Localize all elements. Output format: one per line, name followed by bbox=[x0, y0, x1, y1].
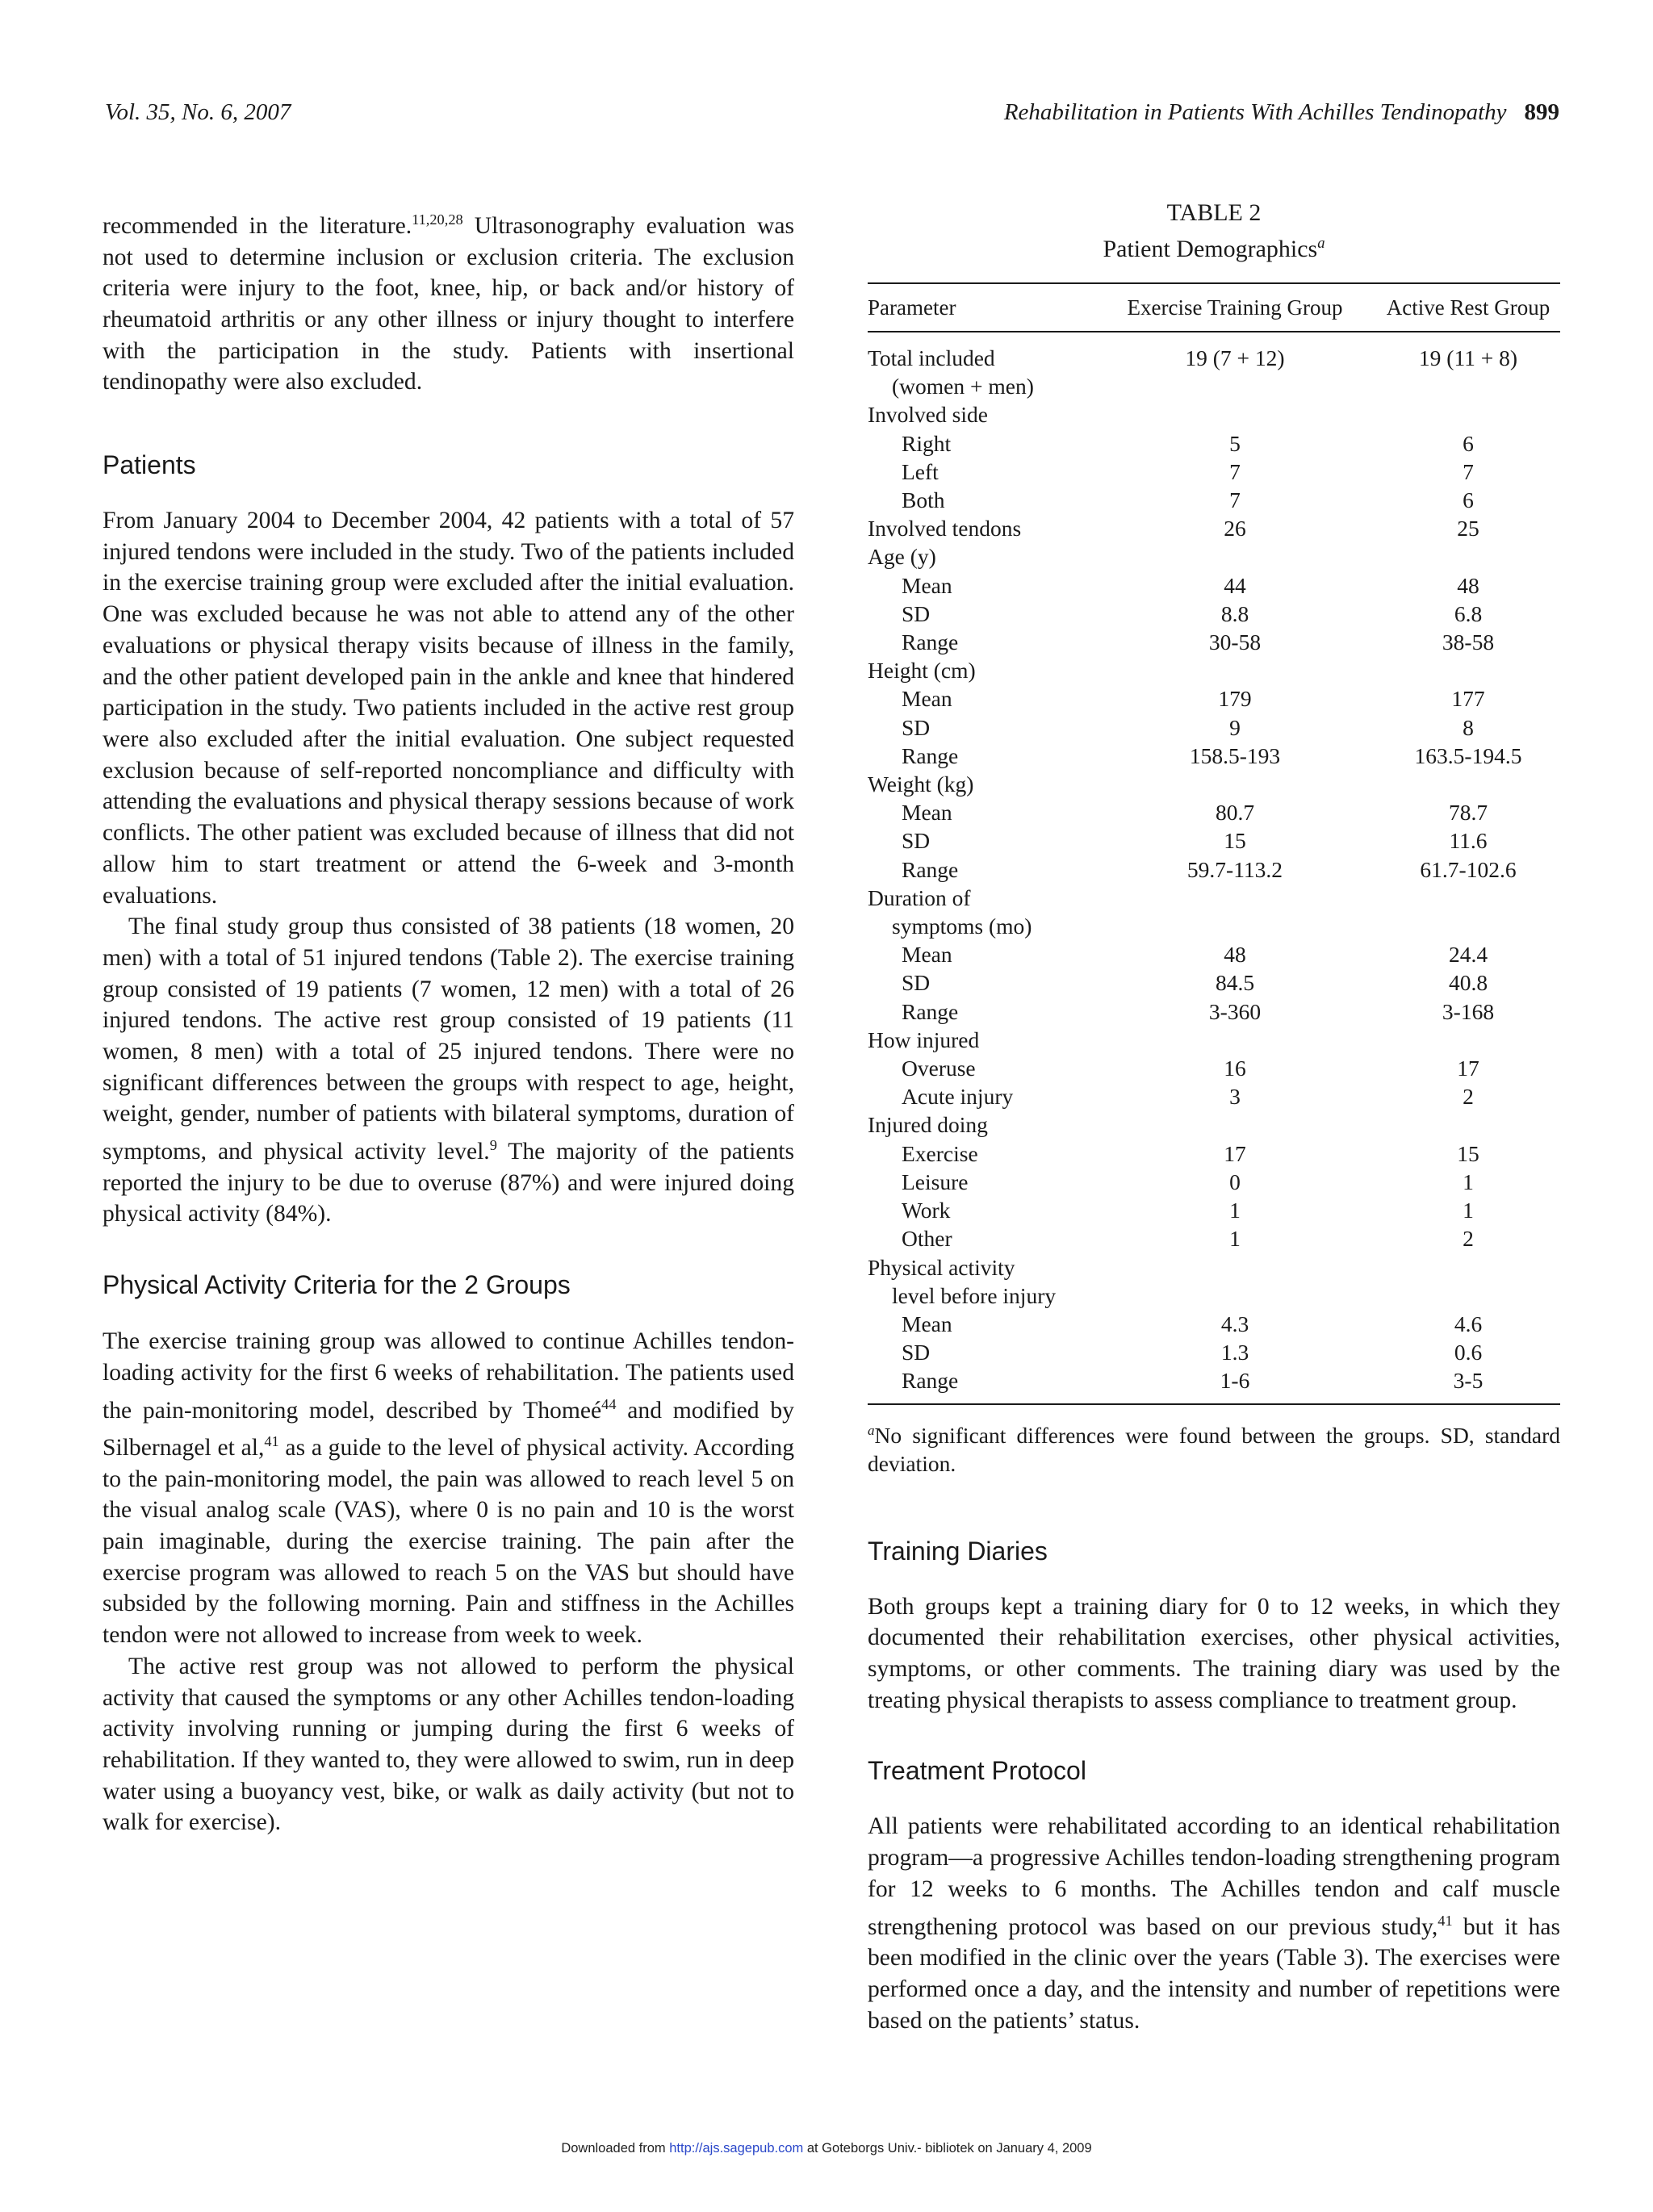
table-cell-parameter: SD bbox=[902, 828, 931, 854]
table-row bbox=[868, 372, 1560, 400]
table-cell-parameter: Exercise bbox=[902, 1140, 978, 1166]
table-row bbox=[868, 344, 1560, 372]
table-note-mark: a bbox=[1317, 235, 1325, 252]
paragraph-exclusion-criteria: recommended in the literature.$^{11,20,28}$ Ultrasonography evaluation was not used to determine inclusion or exclusion criteria. The exclusion criteria were injury to the foot, knee, hip, or back and/or history of rheumatoid arthritis or any other illness or injury thought to interfere with the participation in the study. Patients with insertional tendinopathy were also excluded. bbox=[103, 211, 794, 395]
table-cell-active-rest bbox=[1376, 770, 1560, 798]
table-cell-active-rest: 177 bbox=[1451, 686, 1485, 712]
heading-physical-activity-criteria: Physical Activity Criteria for the 2 Groups bbox=[103, 1270, 571, 1300]
table-row bbox=[868, 486, 1560, 514]
table-cell-exercise-training: 7 bbox=[1229, 487, 1241, 513]
table-cell-active-rest: 40.8 bbox=[1448, 970, 1488, 996]
table-cell-active-rest bbox=[1376, 1110, 1560, 1139]
paragraph-training-diaries: Both groups kept a training diary for 0 to 12 weeks, in which they documented their rehabilitation exercises, other physical activities, symptoms, or other comments. The training diary was used by the treating physical therapists to assess compliance to treatment group. bbox=[868, 1593, 1560, 1713]
citation-superscript: 9 bbox=[489, 1137, 497, 1154]
table-cell-exercise-training bbox=[1094, 400, 1376, 429]
table-cell-active-rest: 2 bbox=[1463, 1084, 1474, 1110]
table-cell-exercise-training: 26 bbox=[1224, 516, 1246, 542]
table-row bbox=[868, 656, 1560, 684]
table-row bbox=[868, 542, 1560, 571]
table-cell-exercise-training: 19 (7 + 12) bbox=[1185, 345, 1285, 370]
table-cell-parameter: Work bbox=[902, 1198, 951, 1223]
table-cell-parameter: Range bbox=[902, 856, 959, 882]
table-cell-active-rest bbox=[1376, 400, 1560, 429]
table-cell-parameter: Weight (kg) bbox=[868, 771, 974, 797]
table-cell-parameter: Mean bbox=[902, 942, 952, 968]
table-row bbox=[868, 770, 1560, 798]
table-cell-parameter: Range bbox=[902, 998, 959, 1024]
table-cell-active-rest bbox=[1376, 1253, 1560, 1282]
table-cell-exercise-training: 8.8 bbox=[1220, 600, 1249, 626]
table-cell-exercise-training: 0 bbox=[1229, 1169, 1241, 1194]
table-row bbox=[868, 1310, 1560, 1338]
table-cell-parameter: Involved tendons bbox=[868, 516, 1022, 542]
table-cell-active-rest bbox=[1376, 1282, 1560, 1310]
table-row bbox=[868, 997, 1560, 1026]
table-title: Patient Demographics$^a$ bbox=[1103, 235, 1325, 262]
table-row bbox=[868, 884, 1560, 912]
table-cell-active-rest bbox=[1376, 884, 1560, 912]
table-cell-active-rest: 6 bbox=[1463, 430, 1474, 456]
table-cell-exercise-training: 7 bbox=[1229, 458, 1241, 484]
table-row bbox=[868, 1366, 1560, 1395]
table-row bbox=[868, 628, 1560, 656]
table-row bbox=[868, 742, 1560, 770]
table-row bbox=[868, 1026, 1560, 1054]
table-cell-exercise-training: 44 bbox=[1224, 572, 1246, 598]
table-cell-exercise-training: 1.3 bbox=[1220, 1340, 1249, 1365]
table-cell-active-rest: 7 bbox=[1463, 458, 1474, 484]
table-cell-exercise-training bbox=[1094, 770, 1376, 798]
running-header bbox=[1004, 99, 1559, 126]
table-cell-parameter: Mean bbox=[902, 1311, 952, 1336]
table-row bbox=[868, 826, 1560, 855]
table-row bbox=[868, 1338, 1560, 1366]
table-cell-exercise-training: 4.3 bbox=[1220, 1311, 1249, 1336]
citation-superscript: 41 bbox=[264, 1433, 279, 1450]
table-cell-parameter: Total included bbox=[868, 345, 995, 370]
table-cell-active-rest: 24.4 bbox=[1448, 942, 1488, 968]
column-header-active-rest: Active Rest Group bbox=[1386, 295, 1550, 320]
download-source-link[interactable]: http://ajs.sagepub.com bbox=[669, 2141, 804, 2156]
table-cell-active-rest bbox=[1376, 1026, 1560, 1054]
table-row bbox=[868, 600, 1560, 628]
table-cell-exercise-training bbox=[1094, 372, 1376, 400]
table-cell-parameter: SD bbox=[902, 600, 931, 626]
download-footer bbox=[0, 2141, 1653, 2156]
table-cell-exercise-training bbox=[1094, 1110, 1376, 1139]
table-cell-parameter: Mean bbox=[902, 572, 952, 598]
download-suffix: at Goteborgs Univ.- bibliotek on January 4, 2009 bbox=[803, 2141, 1092, 2156]
table-cell-active-rest: 3-5 bbox=[1453, 1368, 1484, 1394]
table-row bbox=[868, 912, 1560, 940]
table-cell-exercise-training bbox=[1094, 1282, 1376, 1310]
table-row bbox=[868, 458, 1560, 486]
table-cell-active-rest bbox=[1376, 912, 1560, 940]
table-row bbox=[868, 1168, 1560, 1196]
table-cell-parameter: Other bbox=[902, 1226, 952, 1252]
table-cell-parameter: SD bbox=[902, 714, 931, 740]
table-cell-exercise-training: 5 bbox=[1229, 430, 1241, 456]
table-cell-parameter: Overuse bbox=[902, 1056, 976, 1081]
table-header-row bbox=[868, 284, 1560, 331]
table-cell-exercise-training bbox=[1094, 912, 1376, 940]
footnote-mark: a bbox=[868, 1422, 875, 1438]
table-cell-active-rest: 19 (11 + 8) bbox=[1418, 345, 1518, 370]
table-cell-parameter: Height (cm) bbox=[868, 658, 976, 684]
table-cell-active-rest: 15 bbox=[1457, 1140, 1479, 1166]
table-cell-active-rest: 2 bbox=[1463, 1226, 1474, 1252]
column-header-parameter: Parameter bbox=[868, 295, 956, 320]
table-cell-active-rest: 1 bbox=[1463, 1169, 1474, 1194]
table-cell-parameter: Right bbox=[902, 430, 952, 456]
left-column bbox=[103, 204, 794, 1838]
paragraph-exercise-training-group: The exercise training group was allowed to continue Achilles tendon-loading activity for the first 6 weeks of rehabilitation. The patients used the pain-monitoring model, described by Thomeé$^{44}$ and modified by Silbernagel et al,$^{41}$ as a guide to the level of physical activity. According to the pain-monitoring model, the pain was allowed to reach level 5 on the visual analog scale (VAS), where 0 is no pain and 10 is the worst pain imaginable, during the exercise training. The pain after the exercise program was allowed to reach 5 on the VAS but should have subsided by the following morning. Pain and stiffness in the Achilles tendon were not allowed to increase from week to week. bbox=[103, 1328, 795, 1649]
heading-training-diaries: Training Diaries bbox=[868, 1536, 1048, 1566]
table-cell-active-rest: 6.8 bbox=[1454, 600, 1483, 626]
table-cell-parameter: SD bbox=[902, 970, 931, 996]
table-cell-exercise-training: 17 bbox=[1224, 1140, 1246, 1166]
table-cell-exercise-training: 48 bbox=[1224, 942, 1246, 968]
table-cell-parameter: symptoms (mo) bbox=[892, 914, 1032, 939]
table-cell-parameter: Duration of bbox=[868, 884, 971, 910]
table-cell-active-rest: 0.6 bbox=[1454, 1340, 1483, 1365]
table-footnote: $^a$No significant differences were found between the groups. SD, standard deviation. bbox=[868, 1422, 1560, 1476]
table-cell-exercise-training: 80.7 bbox=[1215, 800, 1255, 826]
table-cell-exercise-training bbox=[1094, 656, 1376, 684]
table-cell-exercise-training bbox=[1094, 1253, 1376, 1282]
table-cell-parameter: Leisure bbox=[902, 1169, 969, 1194]
table-cell-active-rest: 61.7-102.6 bbox=[1420, 856, 1517, 882]
table-cell-active-rest: 163.5-194.5 bbox=[1414, 742, 1522, 768]
table-cell-exercise-training bbox=[1094, 1026, 1376, 1054]
table-row bbox=[868, 940, 1560, 968]
table-cell-exercise-training: 1-6 bbox=[1220, 1368, 1250, 1394]
table-row bbox=[868, 684, 1560, 713]
table-row bbox=[868, 400, 1560, 429]
table-label: TABLE 2 bbox=[1166, 199, 1262, 226]
table-cell-active-rest bbox=[1376, 372, 1560, 400]
page-number: 899 bbox=[1524, 99, 1559, 125]
table-cell-parameter: How injured bbox=[868, 1027, 980, 1052]
table-cell-exercise-training: 30-58 bbox=[1208, 629, 1262, 655]
paragraph-patients-recruitment: From January 2004 to December 2004, 42 patients with a total of 57 injured tendons were included in the study. Two of the patients included in the exercise training group were excluded after the initial evaluation. One was excluded because he was not able to attend any of the other evaluations or physical therapy visits because of illness in the family, and the other patient developed pain in the ankle and knee that hindered participation in the study. Two patients included in the active rest group were also excluded after the initial evaluation. One subject requested exclusion because of self-reported noncompliance and difficulty with attending the evaluations and physical therapy sessions because of work conflicts. The other patient was excluded because of illness that did not allow him to start treatment or attend the 6-week and 3-month evaluations. bbox=[103, 508, 794, 909]
table-cell-active-rest: 17 bbox=[1457, 1056, 1479, 1081]
heading-patients: Patients bbox=[103, 450, 196, 480]
table-cell-parameter: Mean bbox=[902, 686, 952, 712]
table-row bbox=[868, 713, 1560, 742]
table-cell-parameter: Involved side bbox=[868, 402, 988, 428]
table-row bbox=[868, 514, 1560, 542]
table-row bbox=[868, 1110, 1560, 1139]
table-cell-active-rest: 6 bbox=[1463, 487, 1474, 513]
table-cell-exercise-training bbox=[1094, 542, 1376, 571]
table-cell-active-rest: 4.6 bbox=[1454, 1311, 1483, 1336]
table-row bbox=[868, 1082, 1560, 1110]
table-cell-active-rest bbox=[1376, 542, 1560, 571]
table-cell-exercise-training: 84.5 bbox=[1215, 970, 1255, 996]
citation-superscript: 41 bbox=[1437, 1912, 1453, 1929]
column-header-exercise-training: Exercise Training Group bbox=[1127, 295, 1343, 320]
table-cell-active-rest: 78.7 bbox=[1448, 800, 1488, 826]
table-cell-parameter: Acute injury bbox=[902, 1084, 1014, 1110]
table-cell-parameter: level before injury bbox=[892, 1282, 1057, 1308]
table-row bbox=[868, 1054, 1560, 1082]
table-cell-parameter: Injured doing bbox=[868, 1112, 988, 1138]
table-cell-parameter: Left bbox=[902, 458, 939, 484]
paragraph-treatment-protocol: All patients were rehabilitated according to an identical rehabilitation program—a progressive Achilles tendon-loading strengthening program for 12 weeks to 6 months. The Achilles tendon and calf muscle strengthening protocol was based on our previous study,$^{41}$ but it has been modified in the clinic over the years (Table 3). The exercises were performed once a day, and the intensity and number of repetitions were based on the patients’ status. bbox=[868, 1813, 1560, 2034]
table-cell-active-rest: 25 bbox=[1457, 516, 1479, 542]
table-cell-exercise-training: 3 bbox=[1229, 1084, 1241, 1110]
running-title: Rehabilitation in Patients With Achilles Tendinopathy bbox=[1003, 99, 1507, 125]
table-cell-active-rest: 3-168 bbox=[1442, 998, 1495, 1024]
table-cell-exercise-training: 179 bbox=[1218, 686, 1252, 712]
table-cell-active-rest: 38-58 bbox=[1442, 629, 1495, 655]
table-cell-parameter: (women + men) bbox=[892, 374, 1034, 399]
table-cell-exercise-training: 3-360 bbox=[1208, 998, 1262, 1024]
table-cell-exercise-training: 1 bbox=[1229, 1198, 1241, 1223]
table-row bbox=[868, 1139, 1560, 1168]
table-cell-active-rest: 1 bbox=[1463, 1198, 1474, 1223]
table-row bbox=[868, 429, 1560, 458]
paragraph-active-rest-group: The active rest group was not allowed to perform the physical activity that caused the symptoms or any other Achilles tendon-loading activity involving running or jumping during the first 6 weeks of rehabilitation. If they wanted to, they were allowed to swim, run in deep water using a buoyancy vest, bike, or walk as daily activity (but not to walk for exercise). bbox=[103, 1653, 794, 1836]
table-cell-active-rest: 8 bbox=[1463, 714, 1474, 740]
table-cell-exercise-training: 9 bbox=[1229, 714, 1241, 740]
table-2 bbox=[868, 198, 1560, 1478]
table-body bbox=[868, 332, 1560, 1395]
table-cell-exercise-training: 16 bbox=[1224, 1056, 1246, 1081]
table-row bbox=[868, 571, 1560, 600]
table-row bbox=[868, 968, 1560, 997]
table-cell-parameter: Age (y) bbox=[868, 544, 936, 570]
table-cell-parameter: Range bbox=[902, 1368, 959, 1394]
table-cell-parameter: Mean bbox=[902, 800, 952, 826]
table-row bbox=[868, 1196, 1560, 1224]
table-cell-exercise-training: 59.7-113.2 bbox=[1186, 856, 1283, 882]
table-cell-exercise-training: 158.5-193 bbox=[1189, 742, 1281, 768]
right-column bbox=[868, 198, 1560, 2036]
table-cell-parameter: Range bbox=[902, 742, 959, 768]
table-cell-exercise-training bbox=[1094, 884, 1376, 912]
table-rule bbox=[868, 1403, 1560, 1405]
citation-superscript: 11,20,28 bbox=[412, 211, 463, 228]
heading-treatment-protocol: Treatment Protocol bbox=[868, 1756, 1086, 1786]
table-cell-exercise-training: 1 bbox=[1229, 1226, 1241, 1252]
table-row bbox=[868, 855, 1560, 884]
table-cell-parameter: Physical activity bbox=[868, 1254, 1015, 1280]
table-cell-parameter: Range bbox=[902, 629, 959, 655]
table-cell-exercise-training: 15 bbox=[1224, 828, 1246, 854]
table-cell-parameter: Both bbox=[902, 487, 945, 513]
citation-superscript: 44 bbox=[601, 1395, 617, 1412]
table-cell-parameter: SD bbox=[902, 1340, 931, 1365]
download-prefix: Downloaded from bbox=[561, 2141, 670, 2156]
table-row bbox=[868, 1253, 1560, 1282]
table-row bbox=[868, 1282, 1560, 1310]
table-row bbox=[868, 798, 1560, 826]
paragraph-final-study-group: The final study group thus consisted of 38 patients (18 women, 20 men) with a total of 51 injured tendons (Table 2). The exercise training group consisted of 19 patients (7 women, 12 men) with a total of 26 injured tendons. The active rest group consisted of 19 patients (11 women, 8 men) with a total of 25 injured tendons. There were no significant differences between the groups with respect to age, height, weight, gender, number of patients with bilateral symptoms, duration of symptoms, and physical activity level.$^9$ The majority of the patients reported the injury to be due to overuse (87%) and were injured doing physical activity (84%). bbox=[103, 914, 794, 1227]
journal-issue: Vol. 35, No. 6, 2007 bbox=[105, 99, 291, 125]
table-cell-active-rest: 11.6 bbox=[1449, 828, 1488, 854]
table-cell-active-rest: 48 bbox=[1457, 572, 1479, 598]
table-row bbox=[868, 1224, 1560, 1252]
table-cell-active-rest bbox=[1376, 656, 1560, 684]
